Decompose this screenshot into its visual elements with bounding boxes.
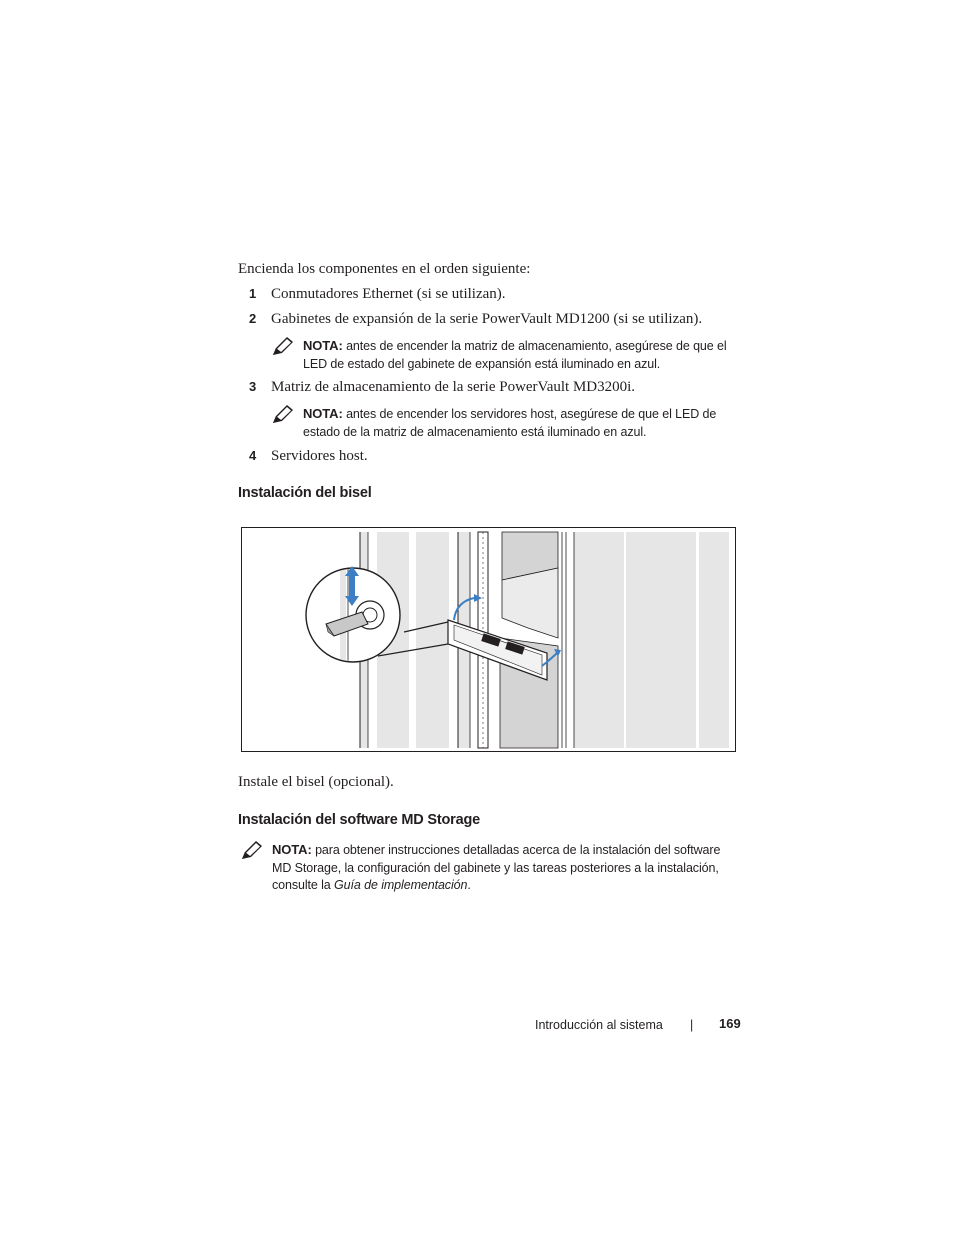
footer-separator: | [690,1018,694,1032]
intro-text: Encienda los componentes en el orden siguiente: [238,261,531,277]
note-2-line-2: estado de la matriz de almacenamiento está iluminado en azul. [303,424,647,439]
note-label: NOTA: [303,338,343,353]
step-number-1: 1 [249,286,257,301]
note-3-line-1: para obtener instrucciones detalladas acerca de la instalación del software [315,843,721,857]
section-heading-software: Instalación del software MD Storage [238,812,480,828]
step-number-2: 2 [249,311,257,326]
footer-chapter: Introducción al sistema [535,1018,663,1032]
note-3-line-3-prefix: consulte la [272,878,335,892]
note-label: NOTA: [303,406,343,421]
note-label: NOTA: [272,842,312,857]
note-3-line-3-suffix: . [467,878,471,892]
note-3 [272,841,747,895]
note-1-line-1: antes de encender la matriz de almacenamiento, asegúrese de que el [346,339,727,353]
implementation-guide-title: Guía de implementación [334,878,468,892]
pencil-note-icon [241,840,263,860]
pencil-note-icon [272,404,294,424]
pencil-note-icon [272,336,294,356]
step-text-1: Conmutadores Ethernet (si se utilizan). [271,286,506,302]
bezel-installation-illustration [242,528,735,751]
note-1 [303,337,743,373]
note-1-line-2: LED de estado del gabinete de expansión está iluminado en azul. [303,356,661,371]
step-text-4: Servidores host. [271,448,368,464]
step-number-4: 4 [249,448,257,463]
bezel-caption: Instale el bisel (opcional). [238,774,394,790]
bezel-figure [241,527,736,752]
step-number-3: 3 [249,379,257,394]
note-3-line-2: MD Storage, la configuración del gabinete y las tareas posteriores a la instalación, [272,860,719,875]
step-text-3: Matriz de almacenamiento de la serie PowerVault MD3200i. [271,379,636,395]
step-text-2: Gabinetes de expansión de la serie PowerVault MD1200 (si se utilizan). [271,311,703,327]
section-heading-bezel: Instalación del bisel [238,485,372,501]
note-2 [303,405,743,441]
note-2-line-1: antes de encender los servidores host, asegúrese de que el LED de [346,407,717,421]
page-number: 169 [719,1016,741,1031]
